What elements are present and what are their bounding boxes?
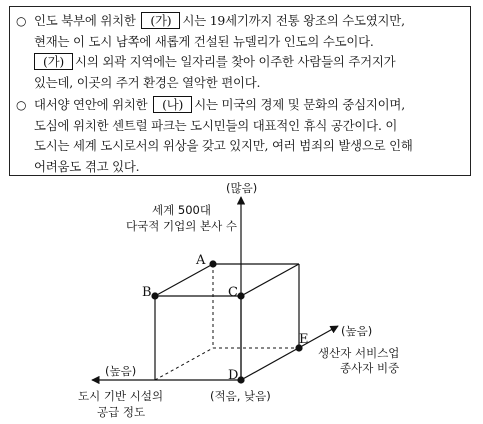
left-axis-title-1: 도시 기반 시설의 [78, 389, 164, 403]
bullet-icon: ○ [16, 14, 27, 28]
bullet-icon: ○ [16, 98, 27, 112]
vertical-axis-high: (많음) [226, 181, 258, 195]
right-axis-high: (높음) [341, 324, 373, 338]
text: 시는 미국의 경제 및 문화의 중심지이며, [194, 97, 405, 112]
blank-box-ga: (가) [141, 12, 180, 29]
text: 현재는 이 도시 남쪽에 새롭게 건설된 뉴델리가 인도의 수도이다. [34, 33, 374, 49]
point-d [237, 376, 244, 383]
text: 도심에 위치한 센트럴 파크는 도시민들의 대표적인 휴식 공간이다. 이 [34, 117, 398, 133]
label-b: B [142, 285, 152, 300]
text: 있는데, 이곳의 주거 환경은 열악한 편이다. [34, 74, 261, 90]
left-axis-high: (높음) [105, 364, 137, 378]
origin-label: (적음, 낮음) [210, 389, 271, 403]
point-c [237, 292, 244, 299]
right-axis-title-2: 종사자 비중 [340, 361, 400, 375]
passage-item-na [16, 95, 464, 177]
text: 어려움도 겪고 있다. [34, 158, 140, 174]
text: 도시는 세계 도시로서의 위상을 갖고 있지만, 여러 범죄의 발생으로 인해 [34, 138, 413, 154]
blank-box-na: (나) [153, 96, 192, 113]
right-axis-title-1: 생산자 서비스업 [318, 346, 400, 360]
cube-edges [155, 264, 299, 380]
passage-item-ga [16, 11, 464, 93]
blank-box-ga: (가) [34, 53, 73, 70]
label-d: D [228, 368, 239, 383]
label-c: C [228, 285, 238, 300]
three-axis-cube-diagram [0, 180, 483, 424]
passage-box [9, 6, 471, 176]
cube-hidden-edges [155, 264, 299, 380]
point-a [209, 260, 216, 267]
text: 인도 북부에 위치한 [34, 13, 136, 28]
label-a: A [196, 253, 206, 268]
text: 시의 외곽 지역에는 일자리를 찾아 이주한 사람들의 주거지가 [75, 54, 396, 70]
vertical-axis-title-1: 세계 500대 [152, 203, 211, 217]
vertical-axis-title-2: 다국적 기업의 본사 수 [126, 219, 237, 233]
left-axis-title-2: 공급 정도 [97, 405, 146, 419]
text: 대서양 연안에 위치한 [34, 97, 148, 112]
text: 시는 19세기까지 전통 왕조의 수도였지만, [182, 13, 405, 28]
point-b [151, 292, 158, 299]
label-e: E [299, 332, 309, 347]
